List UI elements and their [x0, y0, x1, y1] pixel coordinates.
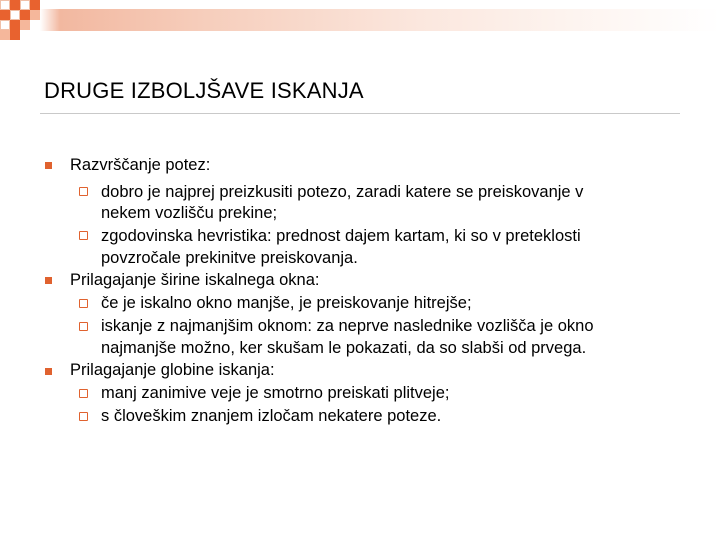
square-bullet-icon [45, 368, 52, 375]
hollow-square-bullet-icon [79, 299, 88, 308]
sub-bullet-line: s človeškim znanjem izločam nekatere poteze. [101, 407, 442, 425]
sub-bullet-line: če je iskalno okno manjše, je preiskovanje hitrejše; [101, 294, 472, 312]
hollow-square-bullet-icon [79, 412, 88, 421]
sub-bullet-line: najmanjše možno, ker skušam le pokazati, da so slabši od prvega. [101, 339, 587, 357]
hollow-square-bullet-icon [79, 389, 88, 398]
sub-bullet-line: manj zanimive veje je smotrno preiskati plitveje; [101, 384, 450, 402]
sub-bullet-line: nekem vozlišču prekine; [101, 204, 278, 222]
slide-title: DRUGE IZBOLJŠAVE ISKANJA [44, 78, 364, 103]
bullet-item: Prilagajanje globine iskanja: [70, 361, 275, 379]
sub-bullet-line: dobro je najprej preizkusiti potezo, zaradi katere se preiskovanje v [101, 183, 584, 201]
bullet-item: Prilagajanje širine iskalnega okna: [70, 271, 320, 289]
bullet-item: Razvrščanje potez: [70, 156, 211, 174]
hollow-square-bullet-icon [79, 231, 88, 240]
hollow-square-bullet-icon [79, 322, 88, 331]
hollow-square-bullet-icon [79, 187, 88, 196]
sub-bullet-line: iskanje z najmanjšim oknom: za neprve naslednike vozlišča je okno [101, 317, 594, 335]
square-bullet-icon [45, 277, 52, 284]
sub-bullet-line: povzročale prekinitve preiskovanja. [101, 249, 358, 267]
sub-bullet-line: zgodovinska hevristika: prednost dajem kartam, ki so v preteklosti [101, 227, 581, 245]
square-bullet-icon [45, 162, 52, 169]
